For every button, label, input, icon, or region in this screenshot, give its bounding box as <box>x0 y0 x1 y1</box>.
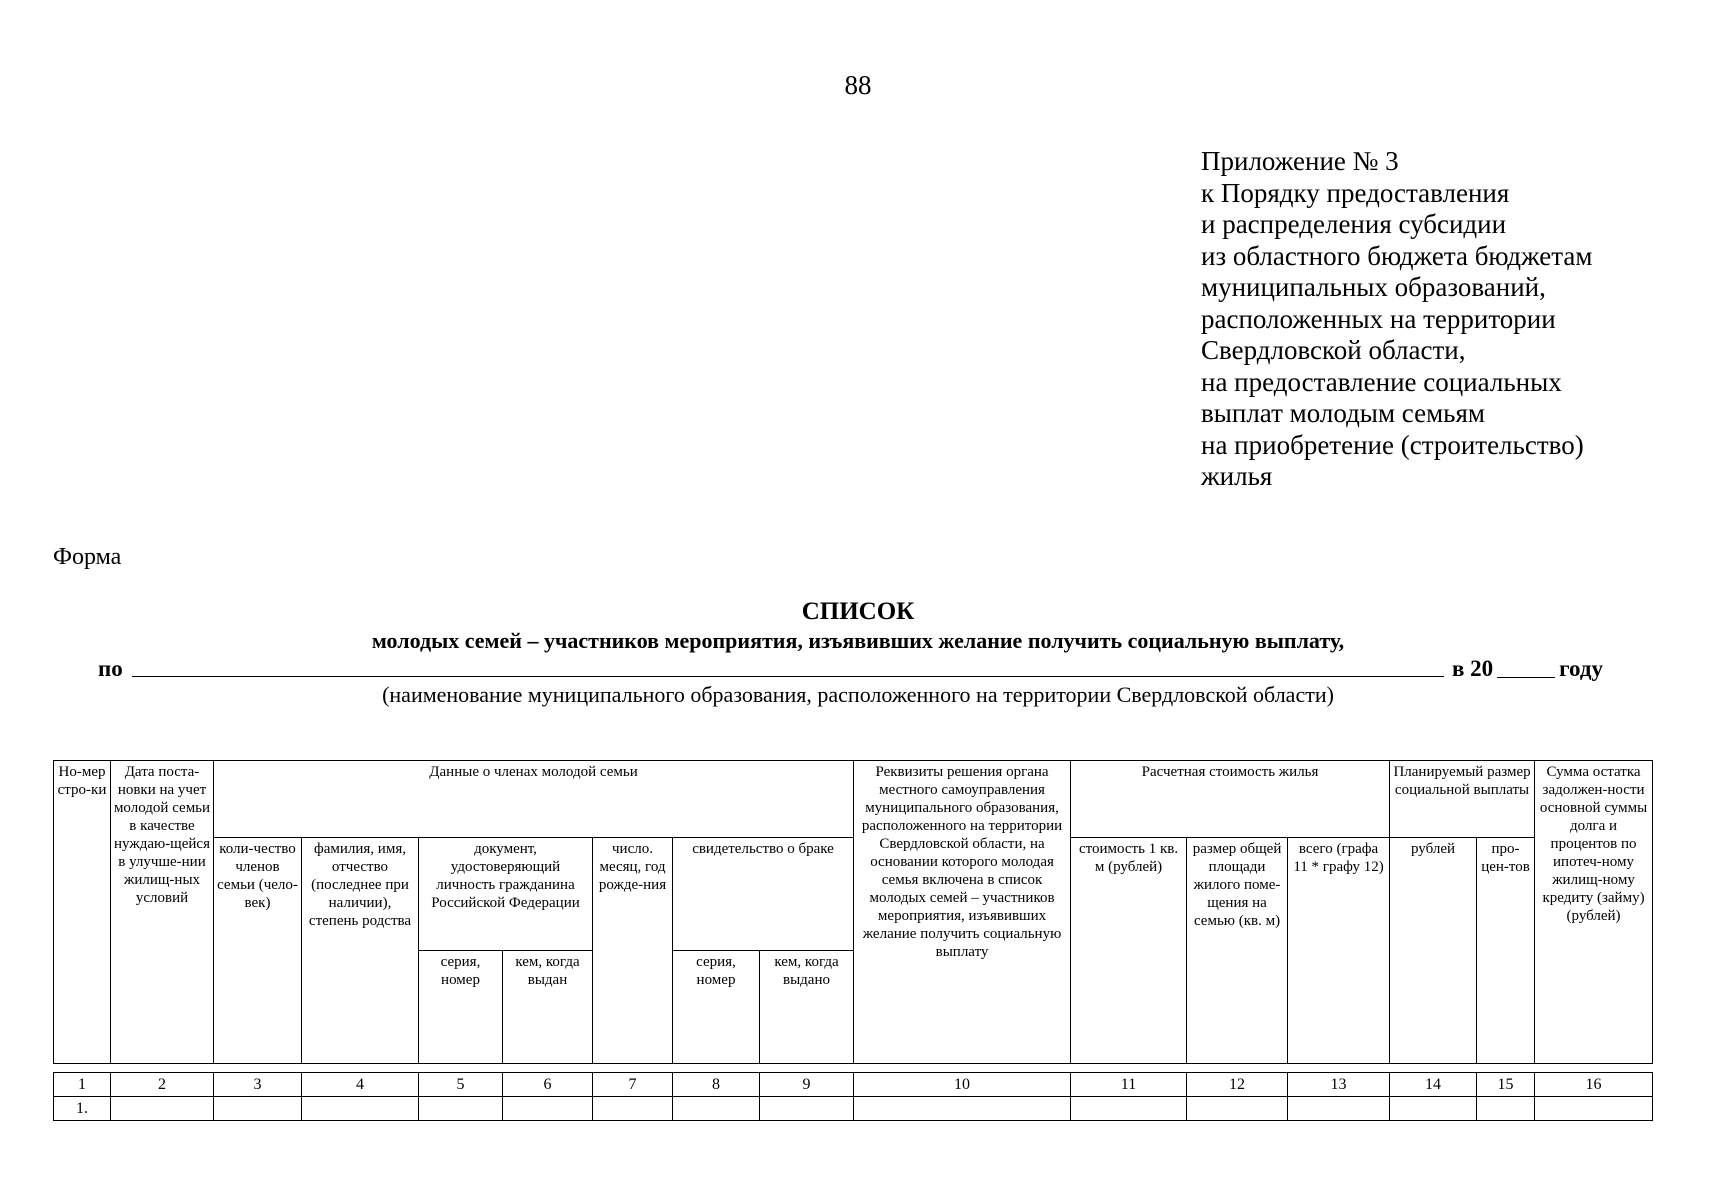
appendix-line: жилья <box>1201 461 1273 491</box>
header-birth-date: число. месяц, год рожде-ния <box>593 838 673 1064</box>
header-doc-series-number: серия, номер <box>419 951 503 1064</box>
header-members-count: коли-чество членов семьи (чело-век) <box>214 838 302 1064</box>
header-percent: про-цен-тов <box>1477 838 1535 1064</box>
column-number: 13 <box>1288 1073 1390 1097</box>
table-cell[interactable] <box>214 1097 302 1121</box>
header-family-data: Данные о членах молодой семьи <box>214 761 854 838</box>
header-area-per-family: размер общей площади жилого поме-щения на семью (кв. м) <box>1187 838 1288 1064</box>
column-number: 2 <box>111 1073 214 1097</box>
table-cell[interactable] <box>760 1097 854 1121</box>
appendix-line: Свердловской области, <box>1201 335 1466 365</box>
table-row <box>54 1097 1653 1121</box>
document-title: СПИСОК <box>801 598 915 625</box>
table-cell[interactable] <box>673 1097 760 1121</box>
header-debt-balance: Сумма остатка задолжен-ности основной суммы долга и процентов по ипотеч-ному жилищ-ному кредиту (займу) (рублей) <box>1535 761 1653 1064</box>
header-decision-details: Реквизиты решения органа местного самоуправления муниципального образования, расположенного на территории Свердловской области, на основании которого молодая семья включена в список молодых семей – участников мероприятия, изъявивших желание получить социальную выплату <box>854 761 1071 1064</box>
table-cell[interactable] <box>111 1097 214 1121</box>
column-number: 9 <box>760 1073 854 1097</box>
column-number: 8 <box>673 1073 760 1097</box>
table-cell[interactable] <box>1535 1097 1653 1121</box>
appendix-line: из областного бюджета бюджетам <box>1201 240 1593 271</box>
families-table-header <box>53 760 1653 1064</box>
header-cert-issued-by: кем, когда выдано <box>760 951 854 1064</box>
form-label: Форма <box>53 544 122 570</box>
document-subtitle: молодых семей – участников мероприятия, изъявивших желание получить социальную выплату, <box>371 628 1345 653</box>
table-cell[interactable] <box>1390 1097 1477 1121</box>
column-number: 14 <box>1390 1073 1477 1097</box>
year-prefix: в 20 <box>1452 656 1494 681</box>
column-number: 11 <box>1071 1073 1187 1097</box>
header-planned-payment: Планируемый размер социальной выплаты <box>1390 761 1535 838</box>
appendix-line: на предоставление социальных <box>1201 366 1562 397</box>
column-number: 1 <box>54 1073 111 1097</box>
column-number: 10 <box>854 1073 1071 1097</box>
header-marriage-certificate: свидетельство о браке <box>673 838 854 951</box>
header-cost-per-meter: стоимость 1 кв. м (рублей) <box>1071 838 1187 1064</box>
header-row-number: Но-мер стро-ки <box>54 761 111 1064</box>
families-table-body <box>53 1072 1653 1121</box>
column-number: 5 <box>419 1073 503 1097</box>
po-prefix: по <box>98 656 123 681</box>
header-registration-date: Дата поста-новки на учет молодой семьи в качестве нуждаю-щейся в улучше-нии жилищ-ных условий <box>111 761 214 1064</box>
column-number: 16 <box>1535 1073 1653 1097</box>
table-cell[interactable] <box>1187 1097 1288 1121</box>
column-number: 3 <box>214 1073 302 1097</box>
municipality-hint: (наименование муниципального образования, расположенного на территории Свердловской области) <box>382 682 1334 707</box>
table-cell[interactable] <box>1288 1097 1390 1121</box>
appendix-line: и распределения субсидии <box>1201 209 1507 239</box>
header-full-name: фамилия, имя, отчество (последнее при наличии), степень родства <box>302 838 419 1064</box>
header-cert-series-number: серия, номер <box>673 951 760 1064</box>
header-total-cost: всего (графа 11 * графу 12) <box>1288 838 1390 1064</box>
year-blank-field[interactable] <box>1497 677 1555 678</box>
column-number: 15 <box>1477 1073 1535 1097</box>
table-cell[interactable] <box>1477 1097 1535 1121</box>
header-doc-issued-by: кем, когда выдан <box>503 951 593 1064</box>
column-number: 6 <box>503 1073 593 1097</box>
table-cell[interactable] <box>1071 1097 1187 1121</box>
column-number: 7 <box>593 1073 673 1097</box>
header-rubles: рублей <box>1390 838 1477 1064</box>
table-cell[interactable] <box>854 1097 1071 1121</box>
row-number-cell: 1. <box>54 1097 111 1121</box>
column-numbers-row <box>54 1073 1653 1097</box>
column-number: 12 <box>1187 1073 1288 1097</box>
appendix-line: выплат молодым семьям <box>1201 398 1485 428</box>
header-identity-document: документ, удостоверяющий личность гражданина Российской Федерации <box>419 838 593 951</box>
table-cell[interactable] <box>593 1097 673 1121</box>
column-number: 4 <box>302 1073 419 1097</box>
header-housing-cost: Расчетная стоимость жилья <box>1071 761 1390 838</box>
year-line <box>1452 656 1603 682</box>
page-number: 88 <box>844 70 872 100</box>
municipality-blank-field[interactable] <box>132 676 1444 677</box>
table-cell[interactable] <box>302 1097 419 1121</box>
appendix-line: Приложение № 3 <box>1201 146 1399 176</box>
appendix-line: к Порядку предоставления <box>1201 177 1510 208</box>
table-cell[interactable] <box>503 1097 593 1121</box>
appendix-header <box>1201 146 1592 493</box>
appendix-line: расположенных на территории <box>1201 303 1556 334</box>
table-cell[interactable] <box>419 1097 503 1121</box>
appendix-line: муниципальных образований, <box>1201 272 1546 302</box>
appendix-line: на приобретение (строительство) <box>1201 429 1584 460</box>
year-suffix: году <box>1559 656 1604 681</box>
